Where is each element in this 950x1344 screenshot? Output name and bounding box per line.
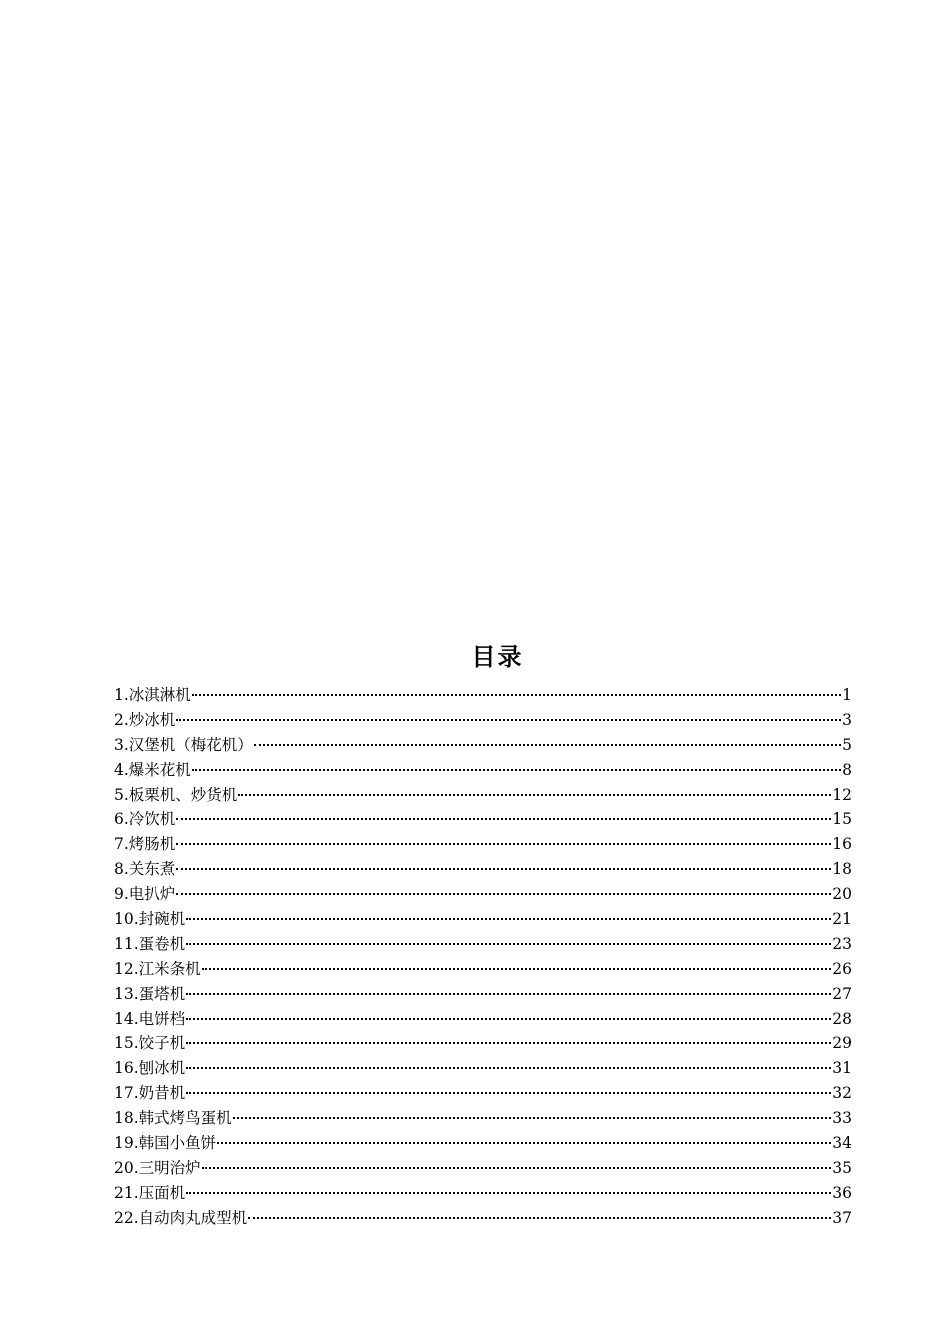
toc-dot-leader — [186, 1042, 831, 1044]
toc-item[interactable] — [114, 1081, 852, 1106]
toc-title: 目录 — [471, 643, 524, 671]
toc-dot-leader — [254, 744, 841, 746]
toc-item[interactable] — [114, 1106, 852, 1131]
toc-item-label: 2.炒冰机 — [114, 710, 176, 729]
toc-dot-leader — [238, 794, 831, 796]
toc-item[interactable] — [114, 907, 852, 932]
toc-item[interactable] — [114, 982, 852, 1007]
toc-item[interactable] — [114, 882, 852, 907]
toc-item[interactable] — [114, 1031, 852, 1056]
toc-item-label: 1.冰淇淋机 — [114, 686, 191, 704]
toc-item[interactable] — [114, 857, 852, 882]
toc-dot-leader — [186, 993, 831, 995]
toc-item-page: 36 — [832, 1183, 852, 1202]
toc-item-page: 5 — [842, 735, 852, 754]
toc-item-label: 5.板栗机、炒货机 — [114, 785, 238, 804]
toc-item-page: 18 — [832, 860, 852, 879]
toc-item-label: 15.饺子机 — [114, 1034, 186, 1053]
toc-dot-leader — [186, 1067, 831, 1069]
toc-item[interactable] — [114, 708, 852, 733]
toc-item-label: 3.汉堡机（梅花机） — [114, 735, 253, 754]
toc-item-label: 16.刨冰机 — [114, 1059, 186, 1078]
toc-dot-leader — [192, 769, 841, 771]
toc-item-label: 18.韩式烤鸟蛋机 — [114, 1109, 232, 1128]
toc-dot-leader — [186, 1018, 831, 1020]
toc-dot-leader — [248, 1217, 831, 1219]
toc-list — [114, 683, 852, 1231]
toc-item-page: 20 — [832, 885, 852, 904]
toc-dot-leader — [186, 943, 831, 945]
toc-item[interactable] — [114, 1056, 852, 1081]
toc-item-label: 17.奶昔机 — [114, 1084, 186, 1103]
toc-item-page: 3 — [842, 710, 852, 729]
toc-dot-leader — [233, 1117, 832, 1119]
toc-item-label: 7.烤肠机 — [114, 835, 176, 854]
toc-item-label: 4.爆米花机 — [114, 760, 191, 779]
toc-item-page: 12 — [832, 785, 852, 804]
toc-dot-leader — [192, 694, 841, 696]
toc-item-page: 1 — [842, 686, 852, 704]
toc-dot-leader — [202, 1167, 832, 1169]
toc-dot-leader — [176, 893, 831, 895]
toc-item-label: 11.蛋卷机 — [114, 934, 186, 953]
toc-item-label: 8.关东煮 — [114, 860, 176, 879]
toc-item-page: 35 — [832, 1158, 852, 1177]
toc-item-label: 19.韩国小鱼饼 — [114, 1134, 217, 1153]
toc-item[interactable] — [114, 1131, 852, 1156]
toc-dot-leader — [176, 868, 831, 870]
toc-item-page: 29 — [832, 1034, 852, 1053]
toc-dot-leader — [186, 1192, 831, 1194]
toc-dot-leader — [176, 818, 831, 820]
toc-item[interactable] — [114, 683, 852, 708]
toc-item-label: 12.江米条机 — [114, 959, 201, 978]
toc-item-page: 15 — [832, 810, 852, 829]
toc-item[interactable] — [114, 807, 852, 832]
toc-item[interactable] — [114, 783, 852, 808]
toc-item-page: 8 — [842, 760, 852, 779]
toc-item-label: 6.冷饮机 — [114, 810, 176, 829]
toc-item-page: 33 — [832, 1109, 852, 1128]
toc-item-page: 16 — [832, 835, 852, 854]
toc-item-label: 9.电扒炉 — [114, 885, 176, 904]
toc-dot-leader — [176, 843, 831, 845]
toc-dot-leader — [186, 918, 831, 920]
toc-item[interactable] — [114, 957, 852, 982]
toc-item-page: 34 — [832, 1134, 852, 1153]
toc-item-label: 20.三明治炉 — [114, 1158, 201, 1177]
toc-dot-leader — [217, 1142, 831, 1144]
toc-item[interactable] — [114, 758, 852, 783]
toc-item-label: 21.压面机 — [114, 1183, 186, 1202]
toc-item-page: 28 — [832, 1009, 852, 1028]
toc-dot-leader — [186, 1092, 831, 1094]
toc-dot-leader — [202, 968, 832, 970]
toc-item-page: 32 — [832, 1084, 852, 1103]
toc-dot-leader — [176, 719, 841, 721]
toc-item[interactable] — [114, 1156, 852, 1181]
toc-item-page: 27 — [832, 984, 852, 1003]
toc-item-page: 37 — [832, 1208, 852, 1227]
toc-item-label: 14.电饼档 — [114, 1009, 186, 1028]
toc-item[interactable] — [114, 1181, 852, 1206]
toc-item[interactable] — [114, 932, 852, 957]
toc-item-page: 23 — [832, 934, 852, 953]
toc-item-page: 26 — [832, 959, 852, 978]
toc-item[interactable] — [114, 1007, 852, 1032]
toc-item-label: 10.封碗机 — [114, 910, 186, 929]
toc-item-page: 31 — [832, 1059, 852, 1078]
toc-item-page: 21 — [832, 910, 852, 929]
toc-item-label: 13.蛋塔机 — [114, 984, 186, 1003]
toc-item[interactable] — [114, 733, 852, 758]
toc-item-label: 22.自动肉丸成型机 — [114, 1208, 248, 1227]
toc-item[interactable] — [114, 832, 852, 857]
toc-item[interactable] — [114, 1206, 852, 1231]
